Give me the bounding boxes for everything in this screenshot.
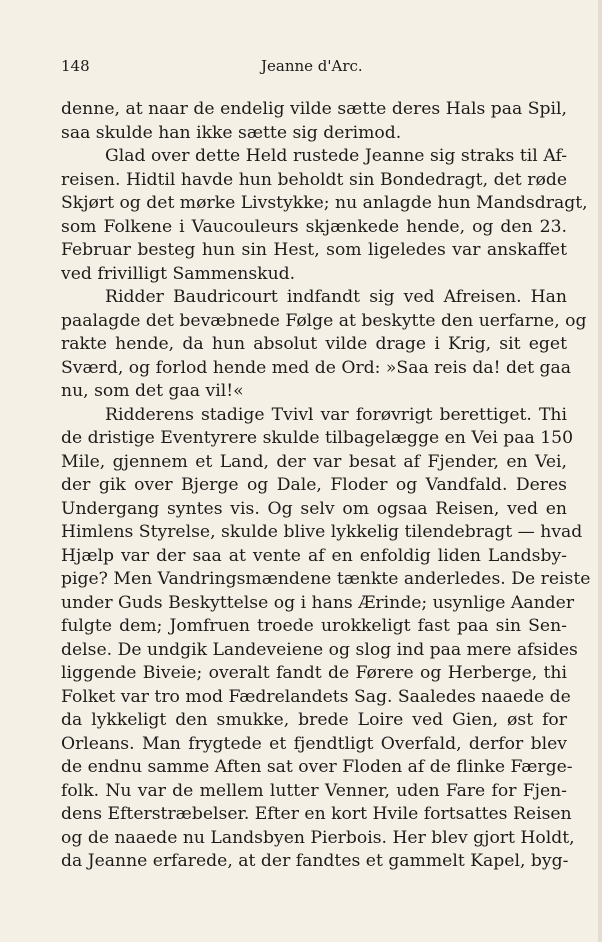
text-line: Ridderens stadige Tvivl var forøvrigt berettiget. Thi <box>105 404 567 425</box>
text-line: Sværd, og forlod hende med de Ord: »Saa reis da! det gaa <box>61 357 571 378</box>
text-line: rakte hende, da hun absolut vilde drage i Krig, sit eget <box>61 334 567 354</box>
text-line: liggende Biveie; overalt fandt de Førere og Herberge, thi <box>61 663 567 683</box>
text-line: delse. De undgik Landeveiene og slog ind paa mere afsides <box>61 639 578 660</box>
text-line: da lykkeligt den smukke, brede Loire ved Gien, øst for <box>61 710 567 730</box>
text-line: fulgte dem; Jomfruen troede urokkeligt fast paa sin Sen- <box>61 616 567 636</box>
text-line: da Jeanne erfarede, at der fandtes et gammelt Kapel, byg- <box>61 851 569 871</box>
text-line: og de naaede nu Landsbyen Pierbois. Her blev gjort Holdt, <box>61 827 575 848</box>
text-line: Mile, gjennem et Land, der var besat af Fjender, en Vei, <box>61 451 567 472</box>
page-header <box>61 57 541 79</box>
text-line: de dristige Eventyrere skulde tilbagelægge en Vei paa 150 <box>61 428 574 448</box>
text-line: Februar besteg hun sin Hest, som ligeledes var anskaffet <box>61 240 567 260</box>
text-line: nu, som det gaa vil!« <box>61 381 244 401</box>
text-line: dens Efterstræbelser. Efter en kort Hvile fortsattes Reisen <box>61 804 572 824</box>
text-line: paalagde det bevæbnede Følge at beskytte den uerfarne, og <box>61 310 587 331</box>
text-line: Undergang syntes vis. Og selv om ogsaa Reisen, ved en <box>61 498 567 519</box>
text-line: Hjælp var der saa at vente af en enfoldig liden Landsby- <box>61 545 567 566</box>
text-line: Himlens Styrelse, skulde blive lykkelig tilendebragt — hvad <box>61 522 583 542</box>
text-line: pige? Men Vandringsmændene tænkte anderledes. De reiste <box>61 569 591 589</box>
body-text <box>61 98 591 874</box>
text-line: de endnu samme Aften sat over Floden af de flinke Færge- <box>61 757 573 777</box>
text-line: denne, at naar de endelig vilde sætte deres Hals paa Spil, <box>61 99 567 119</box>
page-edge-shadow <box>598 0 602 942</box>
text-line: Ridder Baudricourt indfandt sig ved Afreisen. Han <box>105 287 567 307</box>
running-title: Jeanne d'Arc. <box>261 57 363 75</box>
text-line: Orleans. Man frygtede et fjendtligt Overfald, derfor blev <box>61 733 567 754</box>
text-line: der gik over Bjerge og Dale, Floder og Vandfald. Deres <box>61 475 567 495</box>
text-line: folk. Nu var de mellem lutter Venner, uden Fare for Fjen- <box>61 780 567 801</box>
text-line: under Guds Beskyttelse og i hans Ærinde; usynlige Aander <box>61 592 575 613</box>
text-line: Glad over dette Held rustede Jeanne sig straks til Af- <box>105 146 567 166</box>
text-line: reisen. Hidtil havde hun beholdt sin Bondedragt, det røde <box>61 169 567 190</box>
text-line: saa skulde han ikke sætte sig derimod. <box>61 122 402 143</box>
page-number: 148 <box>61 57 90 75</box>
text-line: ved frivilligt Sammenskud. <box>61 263 296 284</box>
text-line: Folket var tro mod Fædrelandets Sag. Saaledes naaede de <box>61 686 571 707</box>
text-line: Skjørt og det mørke Livstykke; nu anlagde hun Mandsdragt, <box>61 193 588 213</box>
text-line: som Folkene i Vaucouleurs skjænkede hende, og den 23. <box>61 216 567 237</box>
